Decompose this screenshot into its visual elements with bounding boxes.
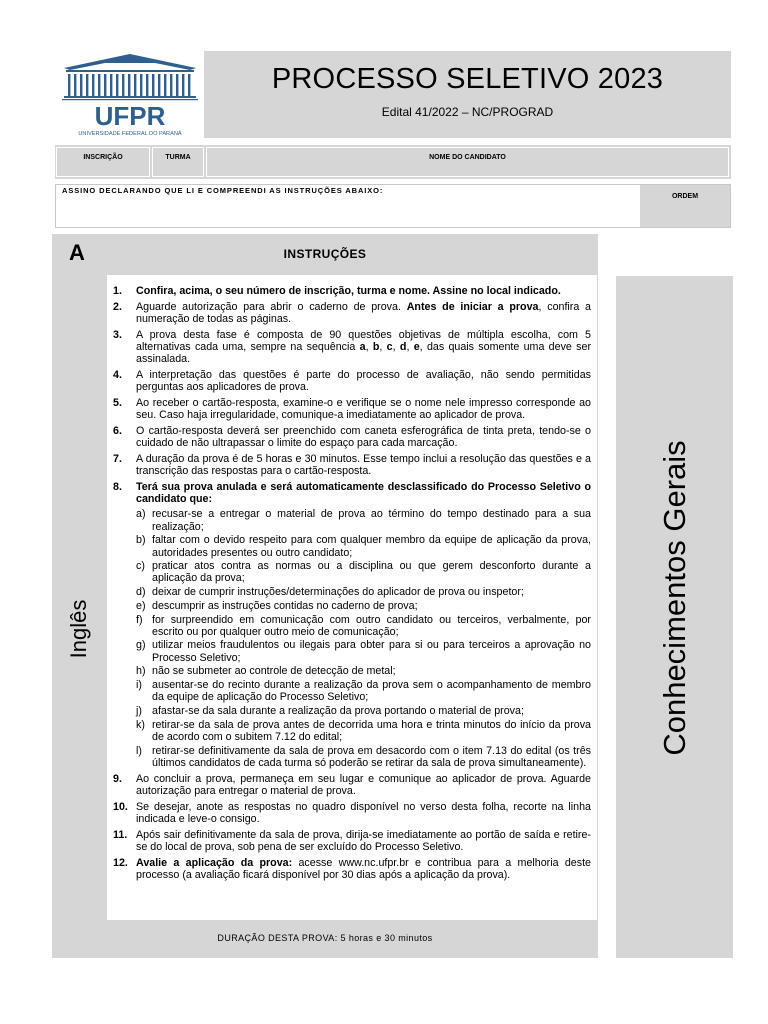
- sub-instruction-text: recusar-se a entregar o material de prova ao término do tempo destinado para a sua realização;: [152, 508, 591, 533]
- instruction-number: 10.: [113, 800, 128, 813]
- subject-panel: [616, 276, 733, 958]
- instructions-panel: [52, 234, 598, 958]
- instruction-text: ,: [392, 341, 400, 353]
- sub-instruction-letter: k): [136, 718, 145, 731]
- instruction-item: [113, 425, 591, 449]
- instruction-text: A duração da prova é de 5 horas e 30 minutos. Esse tempo inclui a resolução das questões e a transcrição das respostas para o cartão-resposta.: [136, 453, 591, 478]
- instruction-text: b: [372, 341, 380, 353]
- inscricao-field: [56, 147, 150, 177]
- subject-right-label: Conhecimentos Gerais: [656, 440, 692, 756]
- instruction-item: [113, 369, 591, 393]
- title-box: [204, 51, 731, 138]
- sub-instruction-item: [136, 586, 591, 598]
- sub-instruction-letter: e): [136, 599, 146, 612]
- sub-instruction-item: [136, 600, 591, 612]
- instruction-text: ,: [406, 341, 414, 353]
- instruction-text: ,: [365, 341, 373, 353]
- subject-left-label: Inglês: [66, 599, 91, 659]
- exam-version: A: [69, 240, 85, 265]
- instruction-text: Confira, acima, o seu número de inscrição, turma e nome. Assine no local indicado.: [136, 285, 561, 297]
- sub-instruction-letter: j): [136, 704, 142, 717]
- instruction-number: 2.: [113, 300, 122, 313]
- ordem-label: ORDEM: [671, 193, 699, 200]
- sub-instruction-letter: g): [136, 639, 146, 652]
- logo-subtitle: UNIVERSIDADE FEDERAL DO PARANÁ: [78, 131, 182, 137]
- sub-instruction-item: [136, 534, 591, 558]
- instruction-number: 4.: [113, 369, 122, 381]
- instruction-item: [113, 857, 591, 881]
- sub-instructions: [136, 508, 591, 769]
- page-title: PROCESSO SELETIVO 2023: [271, 63, 664, 95]
- instruction-item: [113, 453, 591, 477]
- sub-instruction-text: praticar atos contra as normas ou a disciplina ou que gerem desconforto durante a aplicação da prova;: [152, 560, 591, 585]
- instruction-text: Terá sua prova anulada e será automaticamente desclassificado do Processo Seletivo o candidato que:: [136, 481, 591, 506]
- instruction-number: 8.: [113, 481, 122, 493]
- instruction-item: [113, 285, 591, 297]
- instruction-item: [113, 301, 591, 325]
- sub-instruction-item: [136, 639, 591, 663]
- instruction-text: c: [386, 341, 393, 353]
- sub-instruction-item: [136, 705, 591, 717]
- instruction-text: d: [399, 341, 407, 353]
- sub-instruction-letter: d): [136, 586, 146, 599]
- instruction-text: O cartão-resposta deverá ser preenchido com caneta esferográfica de tinta preta, tendo-se o cuidado de não ultrapassar o limite do espaço para cada marcação.: [136, 425, 591, 450]
- nome-field: [206, 147, 729, 177]
- instruction-number: 6.: [113, 425, 122, 437]
- edital-reference: Edital 41/2022 – NC/PROGRAD: [381, 105, 554, 119]
- instruction-number: 12.: [113, 856, 128, 869]
- signature-label: ASSINO DECLARANDO QUE LI E COMPREENDI AS INSTRUÇÕES ABAIXO:: [62, 186, 384, 195]
- instruction-number: 9.: [113, 772, 122, 785]
- instruction-text: , confira a numeração de todas as páginas.: [136, 300, 592, 325]
- sub-instruction-letter: l): [136, 744, 142, 757]
- sub-instruction-text: descumprir as instruções contidas no caderno de prova;: [152, 599, 418, 612]
- instruction-text: Aguarde autorização para abrir o caderno de prova.: [136, 300, 407, 313]
- instructions-title: INSTRUÇÕES: [283, 247, 367, 261]
- inscricao-label: INSCRIÇÃO: [83, 154, 123, 161]
- instruction-number: 1.: [113, 285, 122, 297]
- sub-instruction-text: retirar-se da sala de prova antes de decorrida uma hora e trinta minutos do início da prova de acordo com o subitem 7.12 do edital;: [152, 718, 591, 743]
- sub-instruction-item: [136, 679, 591, 703]
- sub-instruction-text: afastar-se da sala durante a realização da prova portando o material de prova;: [152, 704, 524, 717]
- instruction-text: A prova desta fase é composta de 90 questões objetivas de múltipla escolha, com 5 alternativas cada uma, sempre na sequência: [136, 328, 591, 353]
- instructions-list: [107, 275, 597, 920]
- sub-instruction-text: ausentar-se do recinto durante a realização da prova sem o acompanhamento de membro da equipe de aplicação do Processo Seletivo;: [152, 679, 591, 704]
- logo-text: UFPR: [94, 101, 166, 131]
- sub-instruction-letter: h): [136, 665, 146, 678]
- instruction-text: a: [359, 341, 366, 353]
- instruction-item: [113, 481, 591, 769]
- instruction-text: Após sair definitivamente da sala de prova, dirija-se imediatamente ao portão de saída e retire-se do local de prova, sob pena de ser excluído do Processo Seletivo.: [136, 828, 591, 853]
- instruction-item: [113, 773, 591, 797]
- sub-instruction-item: [136, 560, 591, 584]
- sub-instruction-letter: i): [136, 679, 142, 692]
- sub-instruction-item: [136, 745, 591, 769]
- nome-label: NOME DO CANDIDATO: [429, 154, 506, 161]
- instruction-text: acesse www.nc.ufpr.br e contribua para a melhoria deste processo (a avaliação ficará disponível por 30 dias após a aplicação da prova).: [136, 856, 591, 881]
- instruction-number: 11.: [113, 828, 128, 841]
- sub-instruction-letter: b): [136, 534, 146, 547]
- sub-instruction-text: retirar-se definitivamente da sala de prova em desacordo com o item 7.13 do edital (os três últimos candidatos de cada turma só poderão se retirar da sala de prova simultaneamente).: [152, 744, 591, 769]
- ufpr-logo: [60, 52, 200, 138]
- instruction-number: 7.: [113, 453, 122, 465]
- instruction-text: , das quais somente uma deve ser assinalada.: [136, 341, 592, 366]
- sub-instruction-text: utilizar meios fraudulentos ou ilegais para obter para si ou para terceiros a aprovação no Processo Seletivo;: [152, 639, 591, 664]
- sub-instruction-letter: a): [136, 508, 146, 521]
- instruction-text: ,: [379, 341, 387, 353]
- instruction-text: A interpretação das questões é parte do processo de avaliação, não sendo permitidas perguntas aos aplicadores de prova.: [136, 369, 591, 394]
- sub-instruction-item: [136, 665, 591, 677]
- instruction-number: 3.: [113, 328, 122, 341]
- instruction-text: Avalie a aplicação da prova:: [136, 856, 293, 869]
- sub-instruction-text: faltar com o devido respeito para com qualquer membro da equipe de aplicação da prova, autoridades presentes ou outro candidato;: [152, 534, 591, 559]
- instruction-text: Antes de iniciar a prova: [406, 300, 539, 313]
- exam-duration: DURAÇÃO DESTA PROVA: 5 horas e 30 minutos: [217, 933, 433, 943]
- sub-instruction-text: não se submeter ao controle de detecção de metal;: [152, 665, 396, 678]
- instruction-item: [113, 801, 591, 825]
- instruction-item: [113, 829, 591, 853]
- sub-instruction-item: [136, 719, 591, 743]
- instruction-item: [113, 397, 591, 421]
- sub-instruction-item: [136, 614, 591, 638]
- sub-instruction-text: for surpreendido em comunicação com outro candidato ou terceiros, verbalmente, por escrito ou por qualquer outro meio de comunicação;: [152, 613, 591, 638]
- candidate-id-row: [55, 145, 731, 179]
- turma-label: TURMA: [165, 154, 191, 161]
- ordem-field: [640, 185, 730, 227]
- instruction-text: e: [413, 341, 420, 353]
- sub-instruction-item: [136, 508, 591, 532]
- signature-field: [55, 184, 731, 228]
- sub-instruction-text: deixar de cumprir instruções/determinações do aplicador de prova ou inspetor;: [152, 586, 524, 599]
- instruction-text: Ao receber o cartão-resposta, examine-o e verifique se o nome nele impresso corresponde ao seu. Caso haja irregularidade, comunique-a imediatamente ao aplicador de prova.: [136, 397, 591, 422]
- university-building-icon: [60, 52, 200, 138]
- sub-instruction-letter: f): [136, 613, 143, 626]
- instruction-text: Ao concluir a prova, permaneça em seu lugar e comunique ao aplicador de prova. Aguarde autorização para entregar o material de prova.: [136, 772, 591, 797]
- sub-instruction-letter: c): [136, 560, 145, 573]
- instruction-number: 5.: [113, 397, 122, 409]
- instruction-text: Se desejar, anote as respostas no quadro disponível no verso desta folha, recorte na linha indicada e leve-o consigo.: [136, 800, 591, 825]
- instruction-item: [113, 329, 591, 366]
- turma-field: [152, 147, 204, 177]
